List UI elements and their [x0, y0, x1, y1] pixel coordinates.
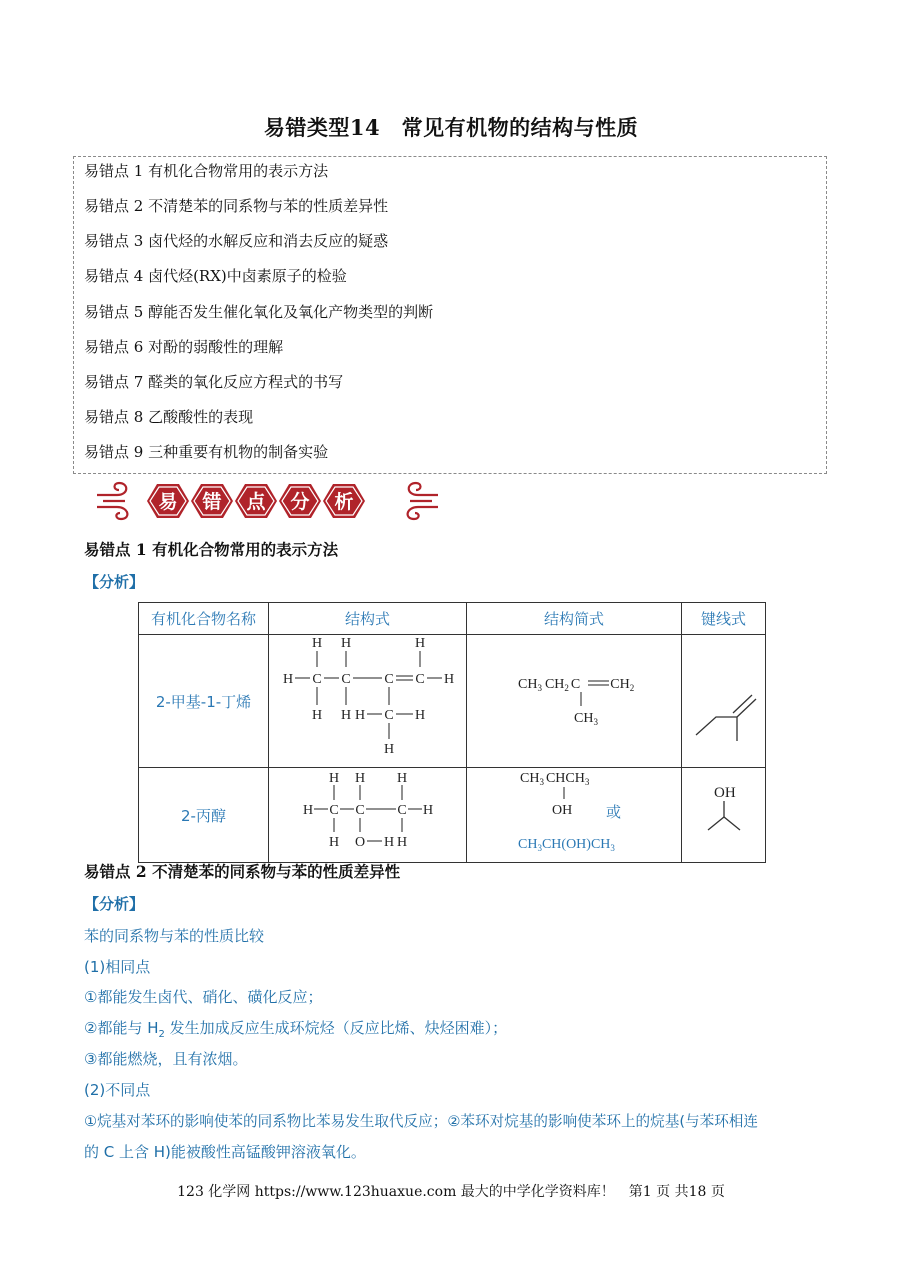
toc-item-8: 易错点 8 乙酸酸性的表现: [84, 408, 254, 426]
banner-char-3: 点: [246, 492, 266, 513]
row2-structural-formula: [269, 768, 467, 863]
svg-text:C: C: [384, 672, 394, 687]
svg-text:H: H: [354, 708, 366, 723]
header-skeletal: 键线式: [682, 603, 766, 635]
svg-text:CH3CH(OH)CH3: $CH_3CH(OH)CH_3$: [518, 837, 615, 853]
methylbutene-skeletal-svg: [684, 635, 764, 763]
svg-text:H: H: [383, 742, 395, 757]
banner-char-1: 易: [158, 492, 178, 513]
header-structural: 结构式: [269, 603, 467, 635]
svg-text:OH: OH: [552, 803, 573, 818]
section1-heading: 易错点 1 有机化合物常用的表示方法: [84, 540, 339, 559]
table-row: [139, 768, 766, 863]
structure-table: [138, 602, 766, 863]
svg-text:C: C: [329, 803, 339, 818]
diff-point-line-2: 的 C 上含 H)能被酸性高锰酸钾溶液氧化。: [84, 1143, 366, 1161]
toc-item-6: 易错点 6 对酚的弱酸性的理解: [84, 338, 284, 356]
svg-text:CH3CH2CCH2: $CH_3$ $CH_2$ C $CH_2$: [518, 677, 635, 693]
banner-char-5: 析: [334, 492, 354, 513]
svg-text:C: C: [312, 672, 322, 687]
section2-analysis-label: 【分析】: [84, 895, 145, 913]
banner-char-2: 错: [202, 492, 222, 513]
row1-skeletal-formula: [682, 635, 766, 768]
svg-text:H: H: [302, 803, 314, 818]
section2-heading: 易错点 2 不清楚苯的同系物与苯的性质差异性: [84, 862, 401, 881]
svg-text:H: H: [354, 771, 366, 786]
same-points-heading: (1)相同点: [84, 958, 151, 976]
section1-analysis-label: 【分析】: [84, 573, 145, 591]
page-footer: 123 化学网 https://www.123huaxue.com 最大的中学化学资料库！ 第1 页 共18 页: [177, 1184, 725, 1200]
svg-text:C: C: [341, 672, 351, 687]
toc-item-9: 易错点 9 三种重要有机物的制备实验: [84, 443, 329, 461]
svg-text:H: H: [340, 636, 352, 651]
svg-text:C: C: [415, 672, 425, 687]
toc-item-4: 易错点 4 卤代烃(RX)中卤素原子的检验: [84, 267, 347, 285]
svg-text:H: H: [414, 708, 426, 723]
svg-text:H: H: [396, 835, 408, 850]
diff-points-heading: (2)不同点: [84, 1081, 151, 1099]
svg-text:CH3: $CH_3$: [574, 711, 598, 727]
propanol-structural-svg: [270, 768, 465, 858]
same-point-2: ②都能与 $H_2$ 发生加成反应生成环烷烃（反应比烯、炔烃困难）；: [84, 1019, 508, 1040]
row1-condensed-formula: [467, 635, 682, 768]
methylbutene-structural-svg: [270, 635, 465, 763]
row1-structural-formula: [269, 635, 467, 768]
or-label: 或: [606, 805, 622, 821]
svg-text:C: C: [397, 803, 407, 818]
section-banner: [95, 478, 440, 524]
svg-text:OH: OH: [713, 785, 736, 801]
row2-condensed-formula: [467, 768, 682, 863]
row2-name: 2-丙醇: [139, 768, 269, 863]
svg-text:H: H: [311, 708, 323, 723]
svg-text:O: O: [354, 835, 366, 850]
svg-text:H: H: [422, 803, 434, 818]
row1-name: 2-甲基-1-丁烯: [139, 635, 269, 768]
diff-point-line-1: ①烷基对苯环的影响使苯的同系物比苯易发生取代反应；②苯环对烷基的影响使苯环上的烷基(与苯环相连: [84, 1113, 758, 1130]
svg-text:H: H: [328, 835, 340, 850]
comparison-intro: 苯的同系物与苯的性质比较: [84, 927, 265, 945]
propanol-condensed-svg: [468, 768, 680, 858]
header-name: 有机化合物名称: [139, 603, 269, 635]
toc-box: [73, 156, 827, 474]
svg-text:H: H: [340, 708, 352, 723]
svg-text:H: H: [443, 672, 455, 687]
svg-text:H: H: [396, 771, 408, 786]
header-condensed: 结构简式: [467, 603, 682, 635]
same-point-3: ③都能燃烧，且有浓烟。: [84, 1050, 248, 1068]
svg-text:H: H: [328, 771, 340, 786]
toc-item-3: 易错点 3 卤代烃的水解反应和消去反应的疑惑: [84, 232, 389, 250]
svg-text:H: H: [383, 835, 395, 850]
svg-text:H: H: [311, 636, 323, 651]
table-row: [139, 635, 766, 768]
methylbutene-condensed-svg: [468, 635, 680, 763]
svg-text:C: C: [384, 708, 394, 723]
banner-char-4: 分: [290, 492, 310, 513]
toc-item-5: 易错点 5 醇能否发生催化氧化及氧化产物类型的判断: [84, 303, 434, 321]
banner-cloud-left-icon: [97, 483, 127, 519]
svg-text:C: C: [355, 803, 365, 818]
toc-item-1: 易错点 1 有机化合物常用的表示方法: [84, 162, 329, 180]
svg-text:H: H: [414, 636, 426, 651]
toc-item-2: 易错点 2 不清楚苯的同系物与苯的性质差异性: [84, 197, 389, 215]
svg-text:H: H: [282, 672, 294, 687]
row2-skeletal-formula: [682, 768, 766, 863]
same-point-1: ①都能发生卤代、硝化、磺化反应；: [84, 988, 323, 1006]
table-header-row: [139, 603, 766, 635]
page-title: 易错类型14 常见有机物的结构与性质: [263, 115, 639, 140]
propanol-skeletal-svg: [684, 768, 764, 858]
banner-cloud-right-icon: [408, 483, 438, 519]
svg-text:CH3CHCH3: $CH_3$ $CHCH_3$: [520, 771, 590, 787]
toc-item-7: 易错点 7 醛类的氧化反应方程式的书写: [84, 373, 344, 391]
